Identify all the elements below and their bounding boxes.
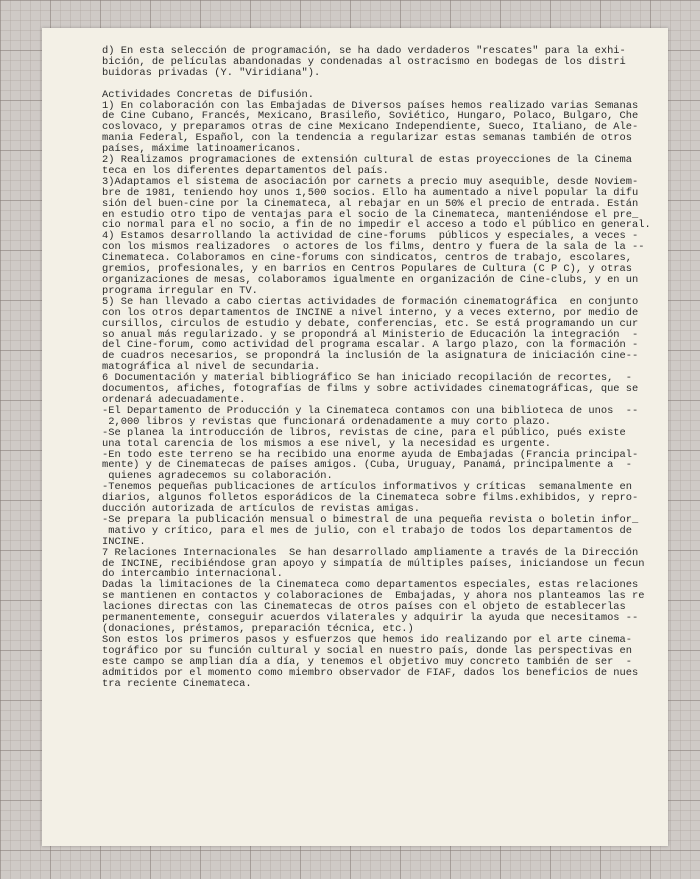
text-line: bición, de películas abandonadas y condenadas al ostracismo en bodegas de los distri bbox=[102, 55, 626, 68]
text-line: -En todo este terreno se ha recibido una enorme ayuda de Embajadas (Francia principal- bbox=[102, 448, 639, 461]
text-line: 6 Documentación y material bibliográfico Se han iniciado recopilación de recortes, - bbox=[102, 372, 633, 385]
text-line: admitidos por el momento como miembro observador de FIAF, dados los beneficios de nues bbox=[102, 666, 639, 679]
text-line: mente) y de Cinematecas de países amigos. (Cuba, Uruguay, Panamá, principalmente a - bbox=[102, 459, 633, 472]
text-line: del Cine-forum, como actividad del programa escalar. A largo plazo, con la formación - bbox=[102, 339, 639, 352]
text-line: en estudio otro tipo de ventajas para el socio de la Cinemateca, manteniéndose el pre_ bbox=[102, 208, 639, 221]
text-line: Actividades Concretas de Difusión. bbox=[102, 88, 315, 101]
text-line: do intercambio internacional. bbox=[102, 568, 283, 581]
text-line: se mantienen en contactos y colaboraciones de Embajadas, y ahora nos planteamos las re bbox=[102, 590, 645, 603]
text-line: de cuadros necesarios, se propondrá la inclusión de la asignatura de iniciación cine-- bbox=[102, 350, 639, 363]
text-line: cursillos, circulos de estudio y debate, conferencias, etc. Se está programando un cur bbox=[102, 317, 639, 330]
blank-line bbox=[102, 79, 658, 90]
text-line: bre de 1981, teniendo hoy unos 1,500 socios. Ello ha aumentado a nivel popular la difu bbox=[102, 186, 639, 199]
text-line: 4) Estamos desarrollando la actividad de cine-forums públicos y especiales, a veces - bbox=[102, 230, 639, 243]
text-line: 2,000 libros y revistas que funcionará ordenadamente a muy corto plazo. bbox=[102, 415, 551, 428]
paper-sheet bbox=[42, 28, 668, 846]
text-line: este campo se amplian día a día, y tenemos el objetivo muy concreto también de ser - bbox=[102, 655, 633, 668]
text-line: gremios, profesionales, y en barrios en Centros Populares de Cultura (C P C), y otras bbox=[102, 263, 633, 276]
text-line: permanentemente, conseguir acuerdos vilaterales y adquirir la ayuda que necesitamos -- bbox=[102, 612, 639, 625]
text-line: una total carencia de los mismos a ese nivel, y la necesidad es urgente. bbox=[102, 437, 551, 450]
text-line: 7 Relaciones Internacionales Se han desarrollado ampliamente a través de la Dirección bbox=[102, 546, 639, 559]
text-line: 1) En colaboración con las Embajadas de Diversos países hemos realizado varias Semanas bbox=[102, 99, 639, 112]
text-line: Cinemateca. Colaboramos en cine-forums con sindicatos, centros de trabajo, escolares, bbox=[102, 252, 633, 265]
text-line: -Se planea la introducción de libros, revistas de cine, para el público, pués existe bbox=[102, 426, 626, 439]
text-line: 2) Realizamos programaciones de extensión cultural de estas proyecciones de la Cinema bbox=[102, 154, 633, 167]
text-line: documentos, afiches, fotografías de films y sobre actividades cinematográficas, que se bbox=[102, 383, 639, 396]
text-line: mania Federal, Español, con la tendencia a regularizar estas semanas también de otros bbox=[102, 132, 633, 145]
text-line: programa irregular en TV. bbox=[102, 284, 258, 297]
text-line: con los otros departamentos de INCINE a nivel interno, y a veces externo, por medio de bbox=[102, 306, 639, 319]
text-line: (donaciones, préstamos, preparación técnica, etc.) bbox=[102, 623, 414, 636]
text-line: matográfica al nivel de secundaria. bbox=[102, 361, 321, 374]
text-line: d) En esta selección de programación, se ha dado verdaderos "rescates" para la exhi- bbox=[102, 45, 626, 57]
text-line: mativo y crítico, para el mes de julio, con el trabajo de todos los departamentos de bbox=[102, 524, 633, 537]
text-line: cio normal para el no socio, a fin de no impedir el acceso a todo el público en general. bbox=[102, 219, 651, 232]
text-line: tográfico por su función cultural y social en nuestro país, donde las perspectivas en bbox=[102, 644, 633, 657]
text-line: países, máxime latinoamericanos. bbox=[102, 143, 302, 156]
text-line: Son estos los primeros pasos y esfuerzos que hemos ido realizando por el arte cinema- bbox=[102, 633, 633, 646]
text-line: ordenará adecuadamente. bbox=[102, 393, 246, 406]
text-line: diarios, algunos folletos esporádicos de la Cinemateca sobre films.exhibidos, y repro- bbox=[102, 492, 639, 505]
text-line: con los mismos realizadores o actores de los films, dentro y fuera de la sala de la -- bbox=[102, 241, 645, 254]
text-line: sión del buen-cine por la Cinemateca, al rebajar en un 50% el precio de entrada. Están bbox=[102, 197, 639, 210]
typed-text-body bbox=[102, 46, 658, 689]
text-line: -Se prepara la publicación mensual o bimestral de una pequeña revista o boletin infor_ bbox=[102, 513, 639, 526]
text-line: -Tenemos pequeñas publicaciones de artículos informativos y críticas semanalmente en bbox=[102, 481, 633, 494]
text-line: 3)Adaptamos el sistema de asociación por carnets a precio muy asequible, desde Noviem- bbox=[102, 175, 639, 188]
text-line: coslovaco, y preparamos otras de cine Mexicano Independiente, Sueco, Italiano, de Ale- bbox=[102, 121, 639, 134]
text-line: buidoras privadas (Y. "Viridiana"). bbox=[102, 66, 321, 79]
text-line: laciones directas con las Cinematecas de otros países con el objeto de establecerlas bbox=[102, 601, 626, 614]
text-line: 5) Se han llevado a cabo ciertas actividades de formación cinematográfica en conjunto bbox=[102, 295, 639, 308]
text-line: INCINE. bbox=[102, 535, 146, 548]
text-line: quienes agradecemos su colaboración. bbox=[102, 470, 333, 483]
text-line: so anual más regularizado. y se propondrá al Ministerio de Educación la integración - bbox=[102, 328, 639, 341]
text-line: de INCINE, recibiéndose gran apoyo y simpatía de múltiples países, iniciandose un fecun bbox=[102, 557, 645, 570]
text-line: teca en los diferentes departamentos del país. bbox=[102, 164, 389, 177]
text-line: Dadas la limitaciones de la Cinemateca como departamentos especiales, estas relaciones bbox=[102, 579, 639, 592]
text-line: ducción autorizada de artículos de revistas amigas. bbox=[102, 503, 421, 516]
text-line: de Cine Cubano, Francés, Mexicano, Brasileño, Soviético, Hungaro, Polaco, Bulgaro, Che bbox=[102, 110, 639, 123]
text-line: organizaciones de mesas, colaboramos igualmente en organización de Cine-clubs, y en un bbox=[102, 274, 639, 287]
text-line: tra reciente Cinemateca. bbox=[102, 677, 252, 690]
text-line: -El Departamento de Producción y la Cinemateca contamos con una biblioteca de unos -- bbox=[102, 404, 639, 417]
